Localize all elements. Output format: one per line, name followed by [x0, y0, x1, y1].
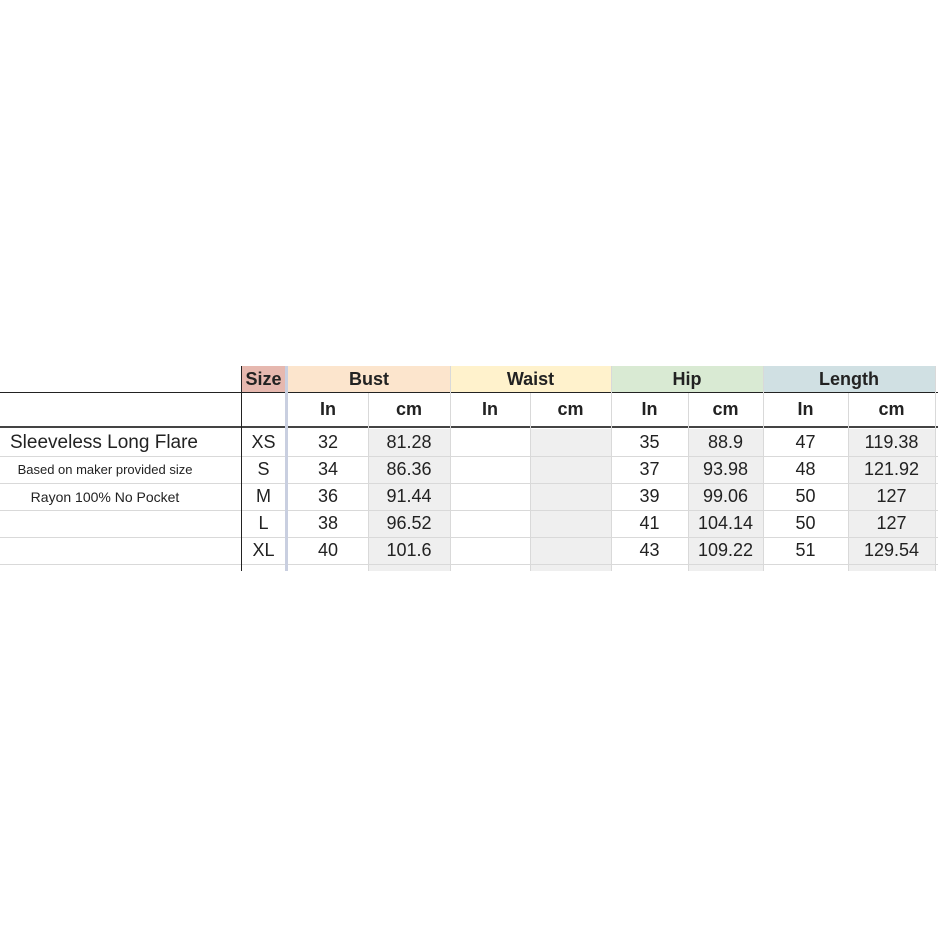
size-cell: XL	[252, 540, 275, 560]
length-cm-cell: 127	[876, 513, 907, 533]
size-cell: S	[257, 459, 270, 479]
hip-in-header: In	[641, 399, 658, 419]
bust-cm-header: cm	[395, 399, 422, 419]
bust-cm-cell: 91.44	[386, 486, 432, 506]
material-note: Rayon 100% No Pocket	[30, 488, 180, 505]
hip-in-cell: 43	[639, 540, 660, 560]
hip-cm-cell: 109.22	[697, 540, 754, 560]
waist-header: Waist	[450, 366, 611, 392]
bust-cm-cell: 81.28	[386, 432, 432, 452]
length-in-cell: 50	[795, 486, 816, 506]
hip-in-cell: 35	[639, 432, 660, 452]
product-name: Sleeveless Long Flare	[10, 431, 198, 453]
length-in-cell: 48	[795, 459, 816, 479]
hip-cm-cell: 88.9	[707, 432, 744, 452]
size-note: Based on maker provided size	[17, 462, 193, 477]
bust-header: Bust	[288, 366, 450, 392]
hip-cm-cell: 99.06	[702, 486, 749, 506]
hip-cm-header: cm	[712, 399, 739, 419]
bust-cm-cell: 86.36	[386, 459, 432, 479]
length-cm-header: cm	[878, 399, 905, 419]
length-cm-cell: 127	[876, 486, 907, 506]
bust-cm-cell: 96.52	[386, 513, 432, 533]
hip-cm-cell: 104.14	[697, 513, 754, 533]
size-cell: XS	[251, 432, 276, 452]
length-cm-cell: 119.38	[864, 432, 919, 452]
hip-in-cell: 41	[639, 513, 660, 533]
length-header: Length	[763, 366, 935, 392]
bust-in-cell: 40	[317, 540, 339, 560]
bust-in-cell: 38	[317, 513, 339, 533]
hip-header: Hip	[611, 366, 763, 392]
bust-in-header: In	[320, 399, 336, 419]
bust-in-cell: 36	[317, 486, 339, 506]
hip-in-cell: 37	[639, 459, 660, 479]
length-cm-cell: 129.54	[863, 540, 920, 560]
length-in-cell: 51	[795, 540, 816, 560]
length-cm-cell: 121.92	[863, 459, 920, 479]
size-header: Size	[242, 366, 285, 392]
length-in-cell: 50	[795, 513, 816, 533]
bust-cm-cell: 101.6	[386, 540, 432, 560]
length-in-cell: 47	[795, 432, 816, 452]
size-chart-table	[0, 366, 938, 571]
waist-in-header: In	[482, 399, 498, 419]
waist-cm-header: cm	[557, 399, 584, 419]
bust-in-cell: 34	[317, 459, 339, 479]
hip-in-cell: 39	[639, 486, 660, 506]
size-cell: L	[258, 513, 269, 533]
hip-cm-cell: 93.98	[702, 459, 749, 479]
size-cell: M	[256, 486, 271, 506]
bust-in-cell: 32	[317, 432, 339, 452]
length-in-header: In	[797, 399, 814, 419]
